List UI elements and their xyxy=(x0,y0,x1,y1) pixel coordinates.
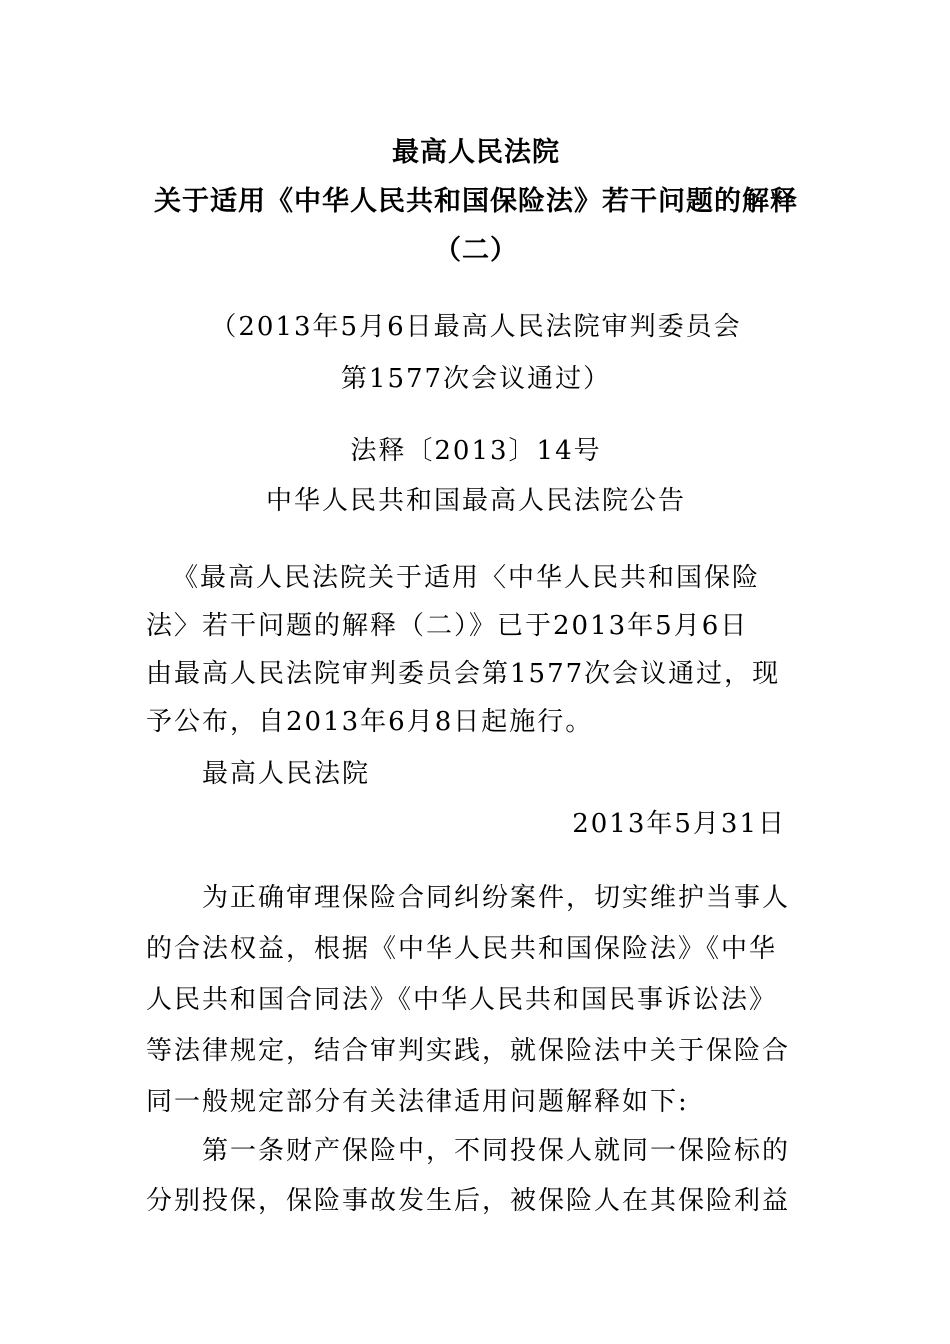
title-line-2: 关于适用《中华人民共和国保险法》若干问题的解释 xyxy=(154,186,798,217)
announcement-line-2: 法〉若干问题的解释（二）》已于2013年5月6日 xyxy=(146,611,749,641)
date: 2013年5月31日 xyxy=(572,809,786,839)
preamble-line-2: 的合法权益，根据《中华人民共和国保险法》《中华 xyxy=(146,934,778,964)
announcement-line-3: 由最高人民法院审判委员会第1577次会议通过，现 xyxy=(146,659,781,689)
announcement-line-4: 予公布，自2013年6月8日起施行。 xyxy=(146,707,594,737)
title-line-3: （二） xyxy=(434,235,518,266)
preamble-line-3: 人民共和国合同法》《中华人民共和国民事诉讼法》 xyxy=(146,985,778,1015)
preamble-line-4: 等法律规定，结合审判实践，就保险法中关于保险合 xyxy=(146,1036,791,1066)
article1-line-1: 第一条财产保险中，不同投保人就同一保险标的 xyxy=(202,1136,791,1166)
title-line-1: 最高人民法院 xyxy=(392,137,560,168)
adoption-line-1: （2013年5月6日最高人民法院审判委员会 xyxy=(210,312,742,342)
preamble-line-1: 为正确审理保险合同纠纷案件，切实维护当事人 xyxy=(202,883,791,913)
announcement-line-1: 《最高人民法院关于适用〈中华人民共和国保险 xyxy=(172,563,761,593)
article1-line-2: 分别投保，保险事故发生后，被保险人在其保险利益 xyxy=(146,1186,791,1216)
adoption-line-2: 第1577次会议通过） xyxy=(340,364,612,394)
preamble-line-5: 同一般规定部分有关法律适用问题解释如下: xyxy=(146,1087,689,1117)
signature: 最高人民法院 xyxy=(202,759,371,789)
doc-number: 法释〔2013〕14号 xyxy=(350,436,602,466)
announcement-title: 中华人民共和国最高人民法院公告 xyxy=(265,486,686,516)
